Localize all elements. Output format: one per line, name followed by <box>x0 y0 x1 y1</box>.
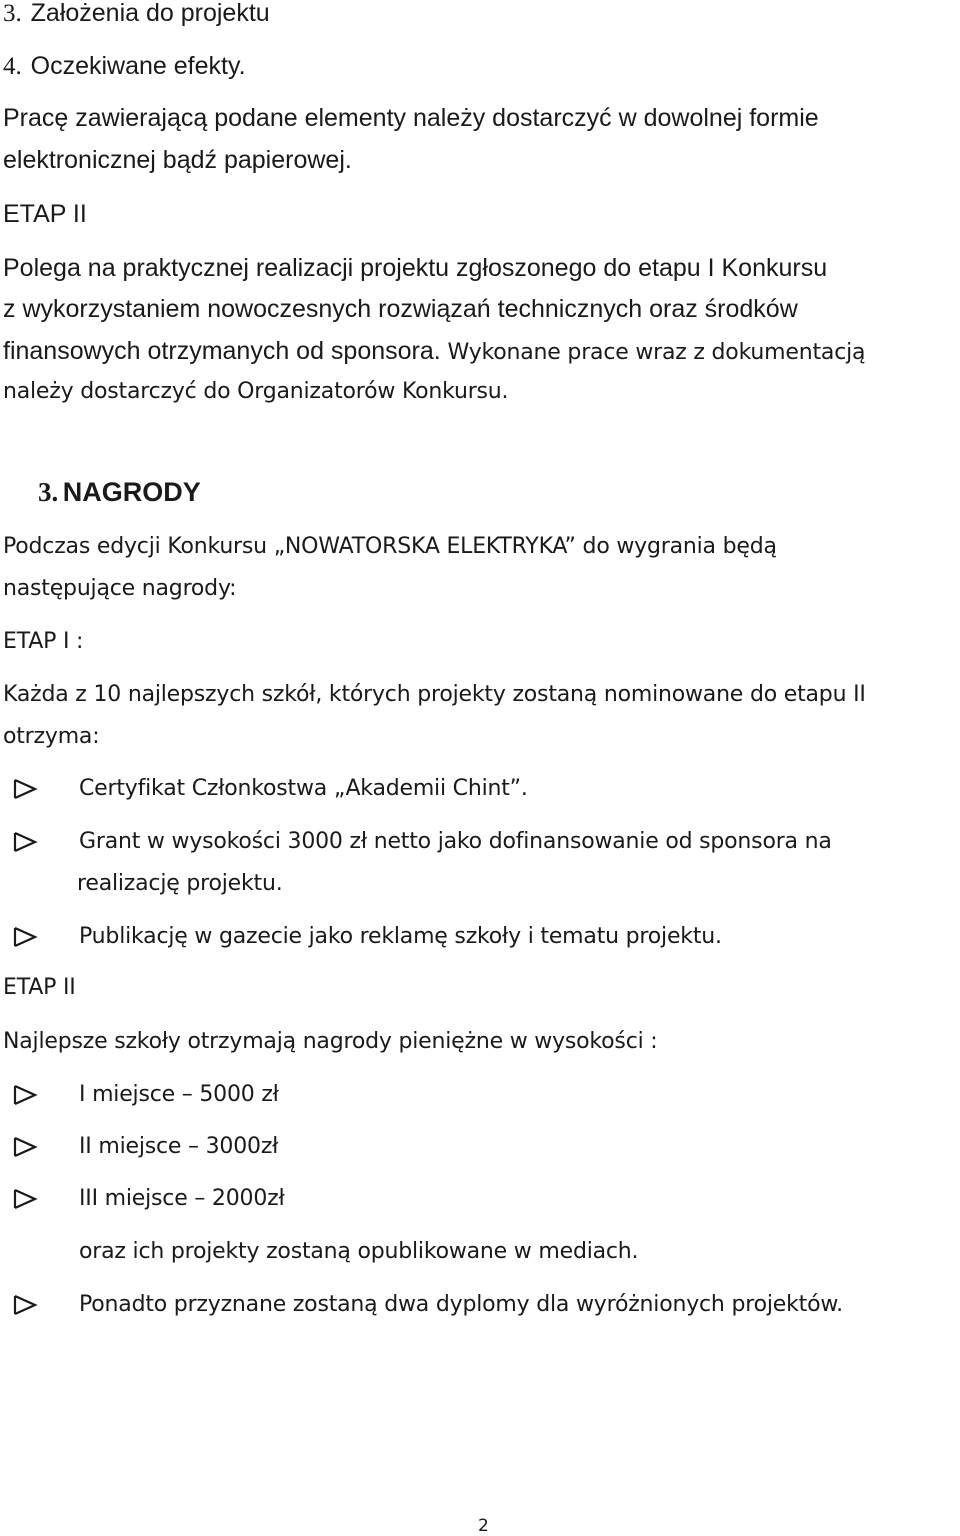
arrow-bullet-icon <box>13 831 39 853</box>
publication-note: oraz ich projekty zostaną opublikowane w mediach. <box>79 1239 639 1264</box>
list-item <box>3 1084 953 1110</box>
item-text: Założenia do projektu <box>30 0 270 27</box>
prizes-intro-line-1: Podczas edycji Konkursu „NOWATORSKA ELEKTRYKA” do wygrania będą <box>3 534 777 559</box>
etap1-description-line-1: Każda z 10 najlepszych szkół, których projekty zostaną nominowane do etapu II <box>3 682 866 707</box>
arrow-bullet-icon <box>13 926 39 948</box>
etap1-description-line-2: otrzyma: <box>3 724 100 749</box>
list-item-text: Certyfikat Członkostwa „Akademii Chint”. <box>79 776 528 801</box>
list-item-continuation: realizację projektu. <box>77 871 283 896</box>
item-number: 3. <box>3 0 22 27</box>
etap2-description: Najlepsze szkoły otrzymają nagrody pieniężne w wysokości : <box>3 1029 658 1054</box>
list-item <box>3 926 953 952</box>
etap2-label: ETAP II <box>3 975 76 1000</box>
arrow-bullet-icon <box>13 1084 39 1106</box>
list-item-text: III miejsce – 2000zł <box>79 1186 285 1211</box>
list-item <box>3 1136 953 1162</box>
arrow-bullet-icon <box>13 1136 39 1158</box>
list-item-text: II miejsce – 3000zł <box>79 1134 279 1159</box>
list-item <box>3 1188 953 1214</box>
section-number: 3. <box>38 477 59 507</box>
arrow-bullet-icon <box>13 1294 39 1316</box>
list-item-text: Publikację w gazecie jako reklamę szkoły i tematu projektu. <box>79 924 722 949</box>
item-text: Oczekiwane efekty. <box>30 52 246 80</box>
numbered-item-3 <box>3 1 270 26</box>
list-item-text: Ponadto przyznane zostaną dwa dyplomy dla wyróżnionych projektów. <box>79 1292 843 1317</box>
delivery-text-line-1: Pracę zawierającą podane elementy należy dostarczyć w dowolnej formie <box>3 104 819 132</box>
list-item <box>3 831 953 857</box>
page-number: 2 <box>478 1516 489 1536</box>
section-heading <box>38 479 201 506</box>
final-list-item <box>3 1294 953 1320</box>
numbered-item-4 <box>3 54 246 79</box>
item-number: 4. <box>3 53 22 80</box>
etap2-paragraph-part-a: finansowych otrzymanych od sponsora. <box>3 337 441 365</box>
etap2-paragraph-part-b: Wykonane prace wraz z dokumentacją <box>440 340 866 365</box>
etap2-paragraph-line-1: Polega na praktycznej realizacji projektu zgłoszonego do etapu I Konkursu <box>3 254 828 282</box>
prizes-intro-line-2: następujące nagrody: <box>3 576 237 601</box>
arrow-bullet-icon <box>13 778 39 800</box>
arrow-bullet-icon <box>13 1188 39 1210</box>
etap2-paragraph-line-4: należy dostarczyć do Organizatorów Konkursu. <box>3 379 509 404</box>
etap1-label: ETAP I : <box>3 629 84 654</box>
section-title: NAGRODY <box>62 477 201 507</box>
etap2-paragraph-line-3 <box>3 339 865 364</box>
etap2-paragraph-line-2: z wykorzystaniem nowoczesnych rozwiązań technicznych oraz środków <box>3 295 798 323</box>
list-item <box>3 778 953 804</box>
list-item-text: I miejsce – 5000 zł <box>79 1082 279 1107</box>
etap2-title: ETAP II <box>3 200 87 228</box>
list-item-text: Grant w wysokości 3000 zł netto jako dofinansowanie od sponsora na <box>79 829 832 854</box>
delivery-text-line-2: elektronicznej bądź papierowej. <box>3 146 352 174</box>
